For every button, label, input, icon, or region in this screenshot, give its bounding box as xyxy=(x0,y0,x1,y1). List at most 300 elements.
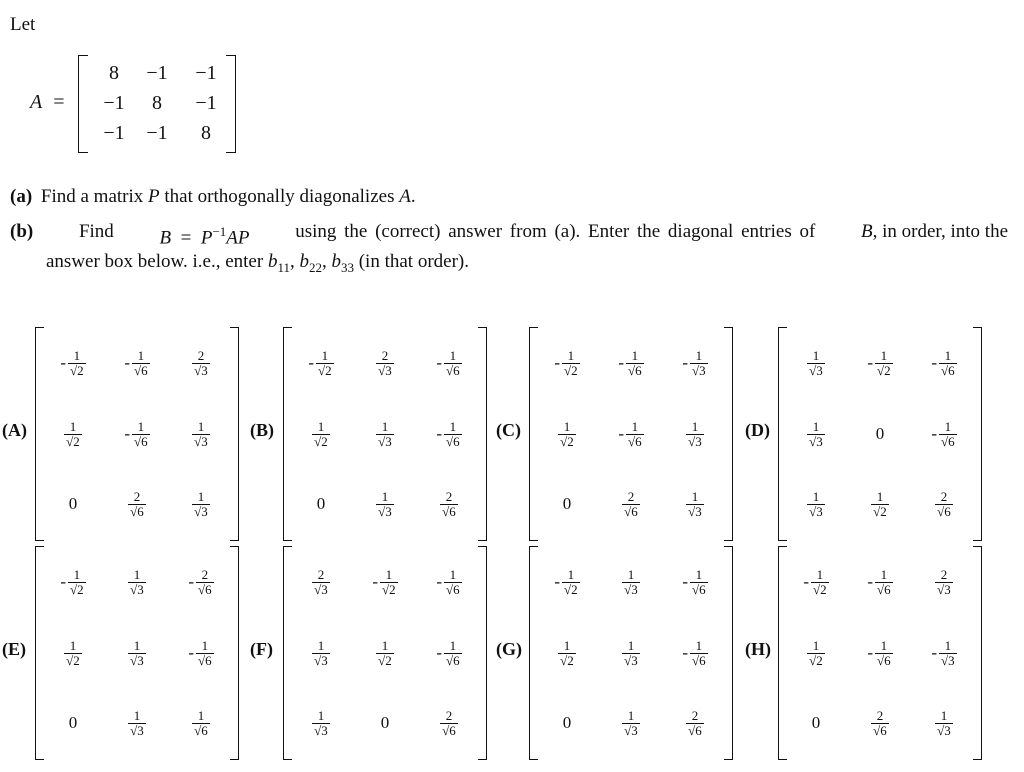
numerator: 2 xyxy=(876,707,884,723)
numerator: 1 xyxy=(691,488,699,504)
numerator: 1 xyxy=(940,707,948,723)
fraction xyxy=(128,490,146,519)
fraction xyxy=(871,709,889,738)
matrix-entry xyxy=(291,410,351,458)
matrix-entry xyxy=(291,480,351,528)
denominator: √6 xyxy=(442,722,456,738)
minus-sign: - xyxy=(867,353,874,372)
denominator: √3 xyxy=(314,581,328,597)
matrix-entry xyxy=(914,410,974,458)
part-b-var-p: P xyxy=(200,227,213,249)
minus-sign: - xyxy=(554,353,561,372)
numerator: 2 xyxy=(197,347,205,363)
matrix-entry xyxy=(914,339,974,387)
fraction xyxy=(444,639,462,668)
choice-matrix xyxy=(283,546,487,760)
denominator: √6 xyxy=(692,652,706,668)
fraction xyxy=(875,568,893,597)
denominator: √6 xyxy=(194,722,208,738)
numerator: 1 xyxy=(695,347,703,363)
choice-matrix xyxy=(529,546,733,760)
fraction xyxy=(622,709,640,738)
denominator: √2 xyxy=(873,503,887,519)
fraction xyxy=(686,490,704,519)
matrix-a-entry: 8 xyxy=(109,62,119,84)
part-b-label: (b) xyxy=(10,221,34,242)
fraction xyxy=(132,420,150,449)
denominator: √3 xyxy=(809,503,823,519)
matrix-entry xyxy=(291,629,351,677)
part-a xyxy=(10,186,416,208)
numerator: 1 xyxy=(69,637,77,653)
part-b xyxy=(10,221,1008,279)
denominator: √6 xyxy=(628,433,642,449)
part-b-entry-b: b xyxy=(267,251,278,273)
numerator: 2 xyxy=(691,707,699,723)
denominator: √3 xyxy=(130,652,144,668)
fraction xyxy=(807,639,825,668)
minus-sign: - xyxy=(188,572,195,591)
denominator: √6 xyxy=(937,503,951,519)
part-a-text: Find a matrix xyxy=(40,186,149,207)
matrix-entry xyxy=(786,699,846,747)
matrix-entry xyxy=(355,699,415,747)
numerator: 1 xyxy=(812,347,820,363)
numerator: 1 xyxy=(563,418,571,434)
matrix-entry xyxy=(665,480,725,528)
matrix-entry xyxy=(355,629,415,677)
numerator: 1 xyxy=(69,418,77,434)
matrix-entry xyxy=(601,699,661,747)
fraction xyxy=(444,420,462,449)
numerator: 1 xyxy=(133,637,141,653)
denominator: √6 xyxy=(198,581,212,597)
numerator: 1 xyxy=(321,347,329,363)
denominator: √2 xyxy=(314,433,328,449)
minus-sign: - xyxy=(803,572,810,591)
matrix-a-entry: −1 xyxy=(146,122,168,144)
matrix-entry xyxy=(171,480,231,528)
numerator: 1 xyxy=(449,637,457,653)
choice-matrix xyxy=(778,546,982,760)
choice-c[interactable] xyxy=(496,327,741,541)
right-bracket xyxy=(973,546,982,760)
fraction xyxy=(935,709,953,738)
fraction xyxy=(939,349,957,378)
numerator: 1 xyxy=(627,637,635,653)
denominator: √6 xyxy=(446,433,460,449)
matrix-entry xyxy=(291,558,351,606)
right-bracket xyxy=(724,327,733,541)
part-b-sub: 22 xyxy=(308,260,322,276)
choice-label: (D) xyxy=(745,420,770,440)
denominator: √2 xyxy=(382,581,396,597)
matrix-entry xyxy=(355,558,415,606)
part-b-exponent: −1 xyxy=(212,224,227,239)
choice-label: (G) xyxy=(496,639,522,659)
part-b-entry-b: b xyxy=(299,251,309,273)
entry-zero: 0 xyxy=(68,494,78,513)
choice-label: (B) xyxy=(250,420,274,440)
fraction xyxy=(562,349,580,378)
numerator: 1 xyxy=(695,566,703,582)
matrix-entry xyxy=(786,558,846,606)
choice-label: (A) xyxy=(2,420,27,440)
entry-zero: 0 xyxy=(811,713,821,732)
denominator: √6 xyxy=(628,362,642,378)
part-a-var-p: P xyxy=(148,186,160,207)
denominator: √6 xyxy=(198,652,212,668)
denominator: √2 xyxy=(560,433,574,449)
right-bracket xyxy=(724,546,733,760)
fraction xyxy=(380,568,398,597)
matrix-entry xyxy=(171,339,231,387)
denominator: √2 xyxy=(66,433,80,449)
numerator: 1 xyxy=(381,637,389,653)
numerator: 1 xyxy=(944,347,952,363)
fraction xyxy=(558,420,576,449)
denominator: √3 xyxy=(130,581,144,597)
denominator: √6 xyxy=(877,652,891,668)
fraction xyxy=(626,420,644,449)
matrix-entry xyxy=(601,480,661,528)
matrix-entry xyxy=(419,699,479,747)
denominator: √3 xyxy=(809,433,823,449)
fraction xyxy=(875,349,893,378)
matrix-entry xyxy=(171,629,231,677)
numerator: 1 xyxy=(627,566,635,582)
denominator: √2 xyxy=(70,581,84,597)
denominator: √3 xyxy=(624,581,638,597)
fraction xyxy=(690,349,708,378)
matrix-entry xyxy=(43,699,103,747)
denominator: √2 xyxy=(809,652,823,668)
choice-matrix xyxy=(35,546,239,760)
denominator: √2 xyxy=(378,652,392,668)
matrix-a-entry: −1 xyxy=(103,122,125,144)
fraction xyxy=(312,639,330,668)
numerator: 1 xyxy=(627,707,635,723)
fraction xyxy=(68,349,86,378)
matrix-a-entry: 8 xyxy=(201,122,211,144)
fraction xyxy=(686,420,704,449)
entry-zero: 0 xyxy=(316,494,326,513)
matrix-entry xyxy=(601,410,661,458)
denominator: √3 xyxy=(378,362,392,378)
fraction xyxy=(622,490,640,519)
numerator: 1 xyxy=(73,566,81,582)
denominator: √3 xyxy=(378,433,392,449)
numerator: 1 xyxy=(695,637,703,653)
part-b-text: (in that order). xyxy=(358,251,469,273)
fraction xyxy=(376,349,394,378)
matrix-entry xyxy=(665,558,725,606)
matrix-entry xyxy=(419,480,479,528)
numerator: 1 xyxy=(381,418,389,434)
minus-sign: - xyxy=(931,353,938,372)
fraction xyxy=(128,639,146,668)
minus-sign: - xyxy=(436,353,443,372)
fraction xyxy=(686,709,704,738)
denominator: √6 xyxy=(442,503,456,519)
choice-label: (H) xyxy=(745,639,771,659)
right-bracket xyxy=(230,546,239,760)
fraction xyxy=(376,420,394,449)
denominator: √3 xyxy=(194,433,208,449)
matrix-entry xyxy=(601,558,661,606)
numerator: 1 xyxy=(816,566,824,582)
denominator: √3 xyxy=(194,503,208,519)
part-b-var-b: B xyxy=(159,227,172,249)
matrix-a xyxy=(78,55,236,153)
matrix-entry xyxy=(355,480,415,528)
denominator: √6 xyxy=(134,362,148,378)
denominator: √6 xyxy=(941,362,955,378)
fraction xyxy=(444,349,462,378)
matrix-entry xyxy=(850,480,910,528)
fraction xyxy=(807,420,825,449)
minus-sign: - xyxy=(308,353,315,372)
denominator: √3 xyxy=(194,362,208,378)
matrix-entry xyxy=(43,339,103,387)
matrix-entry xyxy=(665,339,725,387)
matrix-a-entry: −1 xyxy=(146,62,168,84)
minus-sign: - xyxy=(618,353,625,372)
denominator: √6 xyxy=(692,581,706,597)
numerator: 1 xyxy=(317,418,325,434)
right-bracket xyxy=(230,327,239,541)
denominator: √2 xyxy=(813,581,827,597)
denominator: √2 xyxy=(318,362,332,378)
numerator: 1 xyxy=(449,347,457,363)
denominator: √6 xyxy=(877,581,891,597)
matrix-entry xyxy=(914,629,974,677)
part-b-line2: answer box below. i.e., enter $b_{11}$, $b_{22}$, $b_{33}$ (in that order). xyxy=(46,251,469,276)
choice-h[interactable] xyxy=(745,546,990,760)
entry-zero: 0 xyxy=(562,713,572,732)
fraction xyxy=(871,490,889,519)
numerator: 1 xyxy=(944,418,952,434)
numerator: 1 xyxy=(880,566,888,582)
matrix-entry xyxy=(43,558,103,606)
matrix-entry xyxy=(537,410,597,458)
fraction xyxy=(807,349,825,378)
fraction xyxy=(312,568,330,597)
numerator: 1 xyxy=(944,637,952,653)
fraction xyxy=(875,639,893,668)
numerator: 1 xyxy=(631,418,639,434)
matrix-entry xyxy=(419,410,479,458)
part-b-text: Find xyxy=(78,221,114,242)
matrix-entry xyxy=(43,480,103,528)
fraction xyxy=(626,349,644,378)
fraction xyxy=(128,709,146,738)
matrix-entry xyxy=(171,699,231,747)
minus-sign: - xyxy=(124,353,131,372)
minus-sign: - xyxy=(60,572,67,591)
part-a-var-a: A xyxy=(399,186,411,207)
denominator: √6 xyxy=(941,433,955,449)
matrix-entry xyxy=(786,410,846,458)
fraction xyxy=(807,490,825,519)
denominator: √2 xyxy=(560,652,574,668)
numerator: 1 xyxy=(137,347,145,363)
minus-sign: - xyxy=(436,424,443,443)
minus-sign: - xyxy=(124,424,131,443)
denominator: √3 xyxy=(130,722,144,738)
matrix-entry xyxy=(850,699,910,747)
matrix-entry xyxy=(665,410,725,458)
matrix-a-entry: −1 xyxy=(195,62,217,84)
denominator: √2 xyxy=(66,652,80,668)
numerator: 1 xyxy=(880,347,888,363)
matrix-entry xyxy=(355,339,415,387)
part-b-sub: 11 xyxy=(277,260,290,276)
part-b-var-b: B xyxy=(861,221,873,242)
fraction xyxy=(935,568,953,597)
fraction xyxy=(622,568,640,597)
numerator: 1 xyxy=(812,637,820,653)
fraction xyxy=(64,639,82,668)
minus-sign: - xyxy=(867,643,874,662)
matrix-entry xyxy=(914,558,974,606)
fraction xyxy=(312,709,330,738)
right-bracket xyxy=(973,327,982,541)
right-bracket xyxy=(478,546,487,760)
numerator: 2 xyxy=(940,566,948,582)
fraction xyxy=(622,639,640,668)
denominator: √6 xyxy=(130,503,144,519)
denominator: √2 xyxy=(70,362,84,378)
matrix-entry xyxy=(850,339,910,387)
numerator: 1 xyxy=(73,347,81,363)
numerator: 1 xyxy=(197,418,205,434)
matrix-entry xyxy=(171,558,231,606)
choice-matrix xyxy=(778,327,982,541)
minus-sign: - xyxy=(682,353,689,372)
minus-sign: - xyxy=(554,572,561,591)
matrix-entry xyxy=(291,699,351,747)
choice-label: (C) xyxy=(496,420,521,440)
minus-sign: - xyxy=(682,643,689,662)
numerator: 2 xyxy=(445,488,453,504)
matrix-entry xyxy=(419,558,479,606)
matrix-entry xyxy=(107,480,167,528)
intro-text: Let xyxy=(10,14,36,35)
minus-sign: - xyxy=(436,572,443,591)
numerator: 1 xyxy=(133,707,141,723)
choice-f[interactable] xyxy=(250,546,495,760)
fraction xyxy=(939,420,957,449)
minus-sign: - xyxy=(436,643,443,662)
numerator: 2 xyxy=(445,707,453,723)
denominator: √6 xyxy=(688,722,702,738)
matrix-entry xyxy=(107,629,167,677)
matrix-entry xyxy=(107,339,167,387)
part-a-text: . xyxy=(410,186,416,207)
entry-zero: 0 xyxy=(875,424,885,443)
minus-sign: - xyxy=(931,643,938,662)
matrix-a-entry: −1 xyxy=(195,92,217,114)
matrix-entry xyxy=(419,339,479,387)
part-b-text: , in order, into the xyxy=(872,221,1008,242)
part-b-text: using the (correct) answer from (a). Enter the diagonal entries of xyxy=(295,221,816,242)
numerator: 1 xyxy=(201,637,209,653)
fraction xyxy=(316,349,334,378)
choice-b[interactable] xyxy=(250,327,495,541)
fraction xyxy=(68,568,86,597)
numerator: 1 xyxy=(317,707,325,723)
matrix-a-entry: 8 xyxy=(152,92,162,114)
numerator: 2 xyxy=(201,566,209,582)
numerator: 1 xyxy=(567,566,575,582)
minus-sign: - xyxy=(60,353,67,372)
part-b-var-ap: AP xyxy=(226,227,250,249)
matrix-entry xyxy=(914,480,974,528)
matrix-entry xyxy=(537,480,597,528)
choice-matrix xyxy=(35,327,239,541)
fraction xyxy=(376,490,394,519)
numerator: 1 xyxy=(812,418,820,434)
denominator: √6 xyxy=(624,503,638,519)
part-b-sub: 33 xyxy=(340,260,354,276)
denominator: √3 xyxy=(937,722,951,738)
entry-zero: 0 xyxy=(562,494,572,513)
denominator: √6 xyxy=(446,581,460,597)
matrix-entry xyxy=(537,699,597,747)
choice-g[interactable] xyxy=(496,546,741,760)
choice-matrix xyxy=(529,327,733,541)
denominator: √6 xyxy=(873,722,887,738)
minus-sign: - xyxy=(618,424,625,443)
denominator: √3 xyxy=(692,362,706,378)
numerator: 2 xyxy=(940,488,948,504)
fraction xyxy=(128,568,146,597)
matrix-a-equals: = xyxy=(53,91,65,113)
fraction xyxy=(558,639,576,668)
matrix-entry xyxy=(43,410,103,458)
matrix-entry xyxy=(914,699,974,747)
matrix-entry xyxy=(665,629,725,677)
denominator: √3 xyxy=(314,652,328,668)
fraction xyxy=(312,420,330,449)
matrix-entry xyxy=(537,629,597,677)
denominator: √3 xyxy=(941,652,955,668)
matrix-entry xyxy=(850,558,910,606)
matrix-entry xyxy=(107,558,167,606)
fraction xyxy=(192,490,210,519)
fraction xyxy=(935,490,953,519)
denominator: √6 xyxy=(446,362,460,378)
matrix-entry xyxy=(171,410,231,458)
numerator: 1 xyxy=(197,707,205,723)
numerator: 1 xyxy=(449,418,457,434)
denominator: √3 xyxy=(624,652,638,668)
denominator: √6 xyxy=(134,433,148,449)
choice-e[interactable] xyxy=(2,546,247,760)
choice-a[interactable] xyxy=(2,327,247,541)
part-b-equation xyxy=(160,221,250,249)
matrix-entry xyxy=(107,699,167,747)
matrix-a-left-bracket xyxy=(78,55,88,153)
matrix-entry xyxy=(43,629,103,677)
choice-d[interactable] xyxy=(745,327,990,541)
fraction xyxy=(440,490,458,519)
entry-zero: 0 xyxy=(380,713,390,732)
numerator: 1 xyxy=(449,566,457,582)
part-b-text: answer box below. i.e., enter xyxy=(46,251,264,273)
denominator: √6 xyxy=(446,652,460,668)
